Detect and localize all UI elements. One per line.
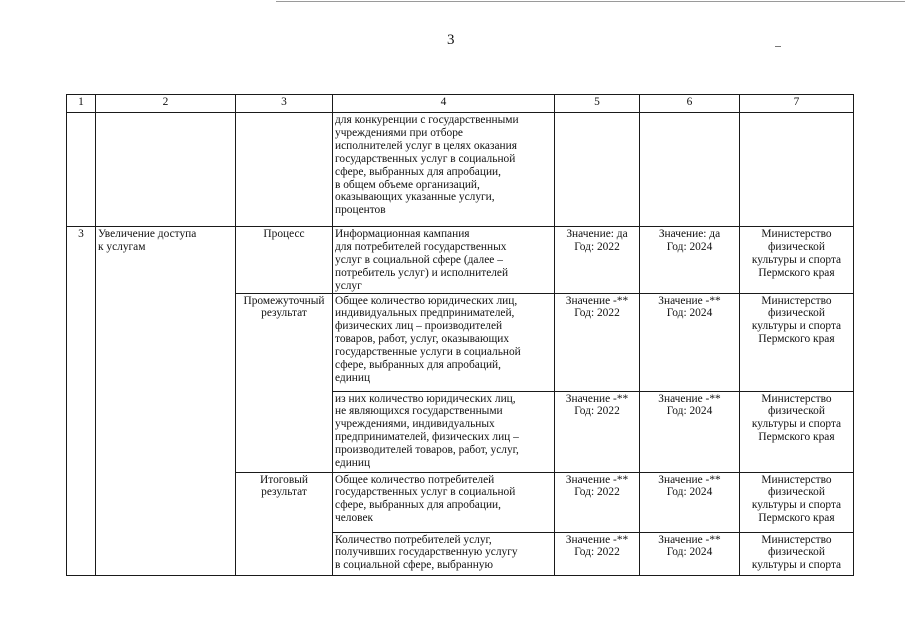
top-border-line (276, 1, 905, 2)
target-value: Значение -** Год: 2024 (658, 392, 721, 418)
empty-cell (67, 113, 96, 227)
indicator-text: Общее количество потребителей государственных услуг в социальной сфере, выбранных для апробации, человек (335, 473, 516, 525)
responsible-body: Министерство физической культуры и спорта Пермского края (751, 392, 842, 444)
base-value: Значение -** Год: 2022 (565, 473, 629, 499)
target-value: Значение: да Год: 2024 (658, 228, 721, 253)
responsible-body: Министерство физической культуры и спорта (751, 533, 842, 572)
base-value: Значение -** Год: 2022 (565, 392, 629, 418)
column-header: 4 (333, 95, 555, 113)
indicator-text: Информационная кампания для потребителей государственных услуг в социальной сфере (далее – потребитель услуг) и исполнителей услуг (335, 228, 509, 292)
table-row (67, 113, 854, 227)
indicator-text: из них количество юридических лиц, не являющихся государственными учреждениями, индивидуальных предпринимателей, физических лиц – производителей товаров, работ, услуг, единиц (335, 392, 519, 470)
stage-label: Промежуточный результат (243, 294, 325, 320)
base-value: Значение -** Год: 2022 (565, 533, 629, 559)
column-header: 6 (640, 95, 740, 113)
responsible-body: Министерство физической культуры и спорта Пермского края (751, 473, 842, 525)
stage-label: Итоговый результат (260, 473, 308, 499)
indicators-table (66, 94, 854, 576)
column-header: 5 (555, 95, 640, 113)
column-header: 2 (96, 95, 236, 113)
page-number: 3 (447, 32, 455, 48)
table-row (67, 227, 854, 294)
indicator-text: Общее количество юридических лиц, индивидуальных предпринимателей, физических лиц – производителей товаров, работ, услуг, оказывающих государственные услуги в социальной сфере, выбранных для апробаций, единиц (335, 294, 521, 384)
empty-cell (96, 113, 236, 227)
column-header: 3 (236, 95, 333, 113)
empty-cell (740, 113, 854, 227)
responsible-body: Министерство физической культуры и спорта Пермского края (751, 228, 842, 279)
row-number: 3 (78, 228, 84, 240)
indicator-text: для конкуренции с государственными учреждениями при отборе исполнителей услуг в целях оказания государственных услуг в социальной сфере, выбранных для апробации, в общем объеме организаций, оказывающих указанные услуги, процентов (335, 114, 519, 217)
task-name: Увеличение доступа к услугам (98, 228, 197, 253)
stage-label: Процесс (263, 228, 305, 240)
scan-mark (775, 46, 781, 47)
target-value: Значение -** Год: 2024 (658, 294, 721, 320)
base-value: Значение -** Год: 2022 (565, 294, 629, 320)
base-value: Значение: да Год: 2022 (566, 228, 628, 253)
indicator-text: Количество потребителей услуг, получивших государственную услугу в социальной сфере, выбранную (335, 533, 518, 572)
responsible-body: Министерство физической культуры и спорта Пермского края (751, 294, 842, 346)
target-value: Значение -** Год: 2024 (658, 533, 721, 559)
empty-cell (640, 113, 740, 227)
column-header: 7 (740, 95, 854, 113)
empty-cell (555, 113, 640, 227)
empty-cell (236, 113, 333, 227)
column-header: 1 (67, 95, 96, 113)
table-header-row (67, 95, 854, 113)
target-value: Значение -** Год: 2024 (658, 473, 721, 499)
